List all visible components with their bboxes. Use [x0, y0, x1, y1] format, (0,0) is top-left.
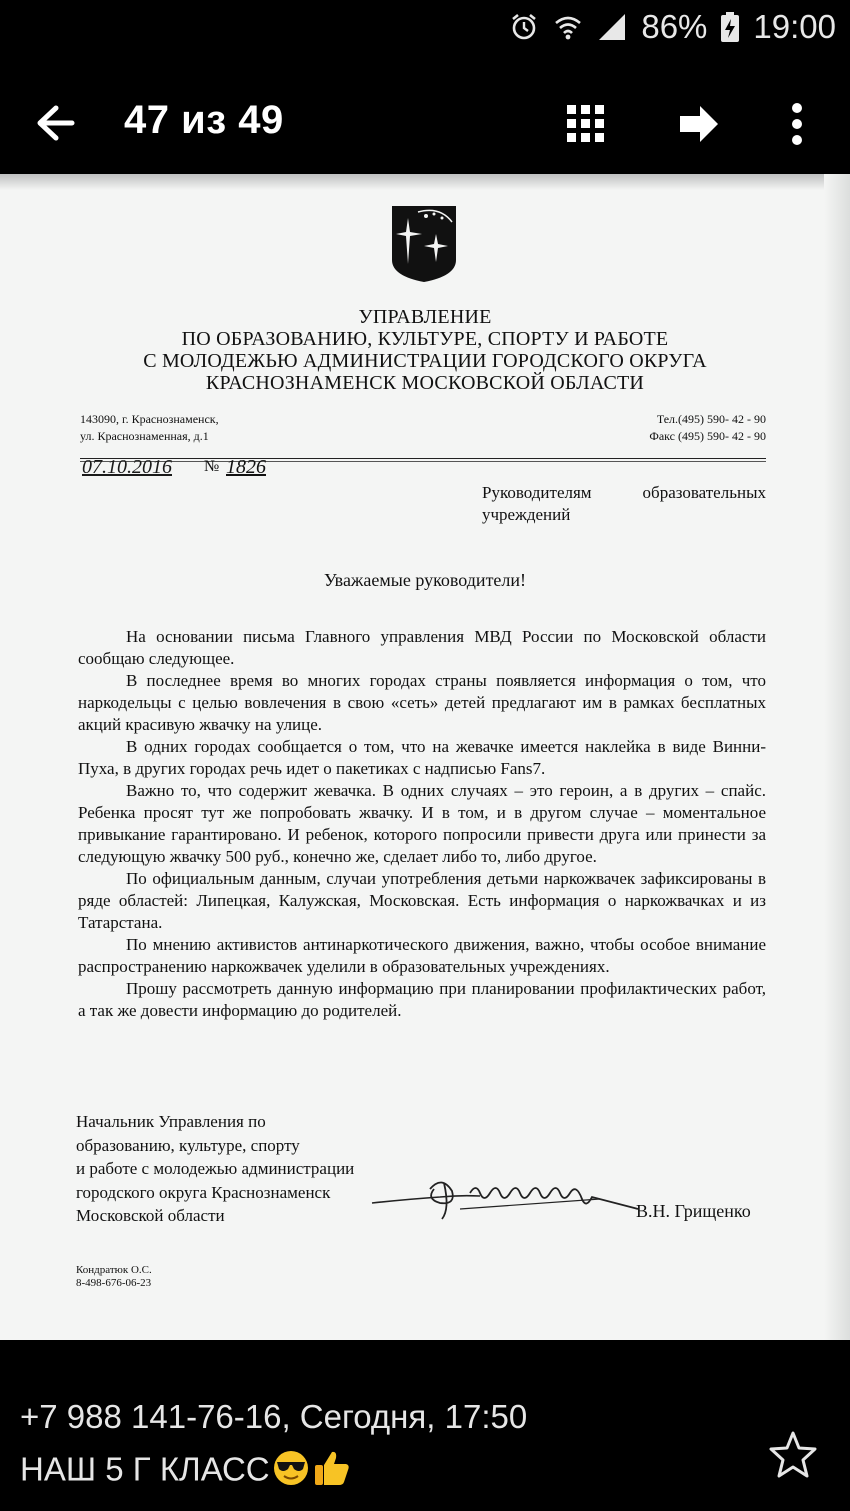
coat-of-arms-emblem	[390, 204, 458, 284]
executor-phone: 8-498-676-06-23	[76, 1277, 152, 1289]
sender-timestamp: +7 988 141-76-16, Сегодня, 17:50	[20, 1398, 528, 1435]
paragraph: В последнее время во многих городах страны появляется информация о том, что наркодельцы с целью вовлечения в свою «сеть» детей предлагают им в рамках бесплатных акций красивую жвачку на улице.	[78, 671, 766, 734]
forward-share-icon[interactable]	[678, 104, 720, 144]
wifi-icon	[553, 12, 583, 42]
address	[80, 411, 219, 445]
signatory-line: образованию, культуре, спорту	[76, 1135, 300, 1155]
document-date: 07.10.2016	[82, 456, 172, 478]
document-number: 1826	[226, 456, 266, 478]
paragraph: Важно то, что содержит жевачка. В одних случаях – это героин, а в других – спайс. Ребенка просят тут же попробовать жвачку. И в том, и в другом случае – моментальное привыкание гарантировано. И ребенок, которого попросили привести друга или принести за следующую жвачку 500 руб., конечно же, сделает либо то, либо другое.	[78, 781, 766, 866]
paper-edge-shadow	[0, 174, 850, 190]
heading-line: С МОЛОДЕЖЬЮ АДМИНИСТРАЦИИ ГОРОДСКОГО ОКРУГА	[143, 350, 707, 372]
phone: Тел.(495) 590- 42 - 90	[656, 412, 766, 426]
grid-icon[interactable]	[566, 104, 606, 144]
alarm-icon	[509, 12, 539, 42]
fax: Факс (495) 590- 42 - 90	[649, 429, 766, 443]
thumbs-up-emoji-icon	[312, 1448, 352, 1496]
sunglasses-emoji-icon	[272, 1449, 310, 1495]
number-label: №	[204, 458, 220, 475]
paragraph: Прошу рассмотреть данную информацию при планировании профилактических работ, а так же довести информацию до родителей.	[78, 979, 766, 1020]
message-caption	[20, 1448, 352, 1496]
back-arrow-icon[interactable]	[32, 100, 82, 146]
executor-info	[76, 1264, 152, 1290]
letter-body	[78, 626, 766, 1022]
signal-icon	[597, 12, 627, 42]
paragraph: По официальным данным, случаи употребления детьми наркожвачек зафиксированы в ряде областей: Липецкая, Калужская, Московская. Есть информация о наркожвачках и из Татарстана.	[78, 869, 766, 932]
heading-line: УПРАВЛЕНИЕ	[358, 306, 492, 328]
organization-heading	[0, 306, 850, 394]
signatory-line: Московской области	[76, 1206, 225, 1225]
address-line: 143090, г. Краснознаменск,	[80, 412, 219, 426]
divider	[80, 458, 766, 459]
handwritten-signature	[370, 1169, 640, 1231]
battery-charging-icon	[721, 12, 739, 42]
heading-line: ПО ОБРАЗОВАНИЮ, КУЛЬТУРЕ, СПОРТУ И РАБОТЕ	[181, 328, 669, 350]
divider	[80, 461, 766, 462]
address-line: ул. Краснознаменная, д.1	[80, 429, 209, 443]
signatory-line: городского округа Краснознаменск	[76, 1182, 331, 1202]
star-favorite-icon[interactable]	[768, 1430, 818, 1480]
battery-percent: 86%	[641, 8, 708, 45]
signatory-line: Начальник Управления по	[76, 1112, 266, 1131]
clock: 19:00	[753, 8, 836, 45]
contacts	[649, 411, 766, 445]
greeting: Уважаемые руководители!	[323, 570, 527, 590]
signatory-line: и работе с молодежью администрации	[76, 1159, 355, 1178]
more-vert-icon[interactable]	[786, 102, 808, 146]
message-text: НАШ 5 Г КЛАСС	[20, 1450, 270, 1488]
status-bar	[0, 0, 850, 62]
recipient: Руководителям образовательных учреждений	[482, 483, 766, 524]
paragraph: По мнению активистов антинаркотического движения, важно, чтобы особое внимание распространению наркожвачек уделили в образовательных учреждениях.	[78, 935, 766, 976]
app-bar	[0, 70, 850, 174]
document-image[interactable]	[0, 174, 850, 1340]
signatory-title	[76, 1110, 354, 1228]
page-counter-title: 47 из 49	[124, 98, 284, 142]
heading-line: КРАСНОЗНАМЕНСК МОСКОВСКОЙ ОБЛАСТИ	[205, 372, 645, 394]
signer-name: В.Н. Грищенко	[636, 1201, 751, 1221]
executor-name: Кондратюк О.С.	[76, 1264, 152, 1276]
paragraph: На основании письма Главного управления МВД России по Московской области сообщаю следующее.	[78, 627, 766, 668]
paragraph: В одних городах сообщается о том, что на жевачке имеется наклейка в виде Винни-Пуха, в других городах речь идет о пакетиках с надписью Fans7.	[78, 737, 766, 778]
